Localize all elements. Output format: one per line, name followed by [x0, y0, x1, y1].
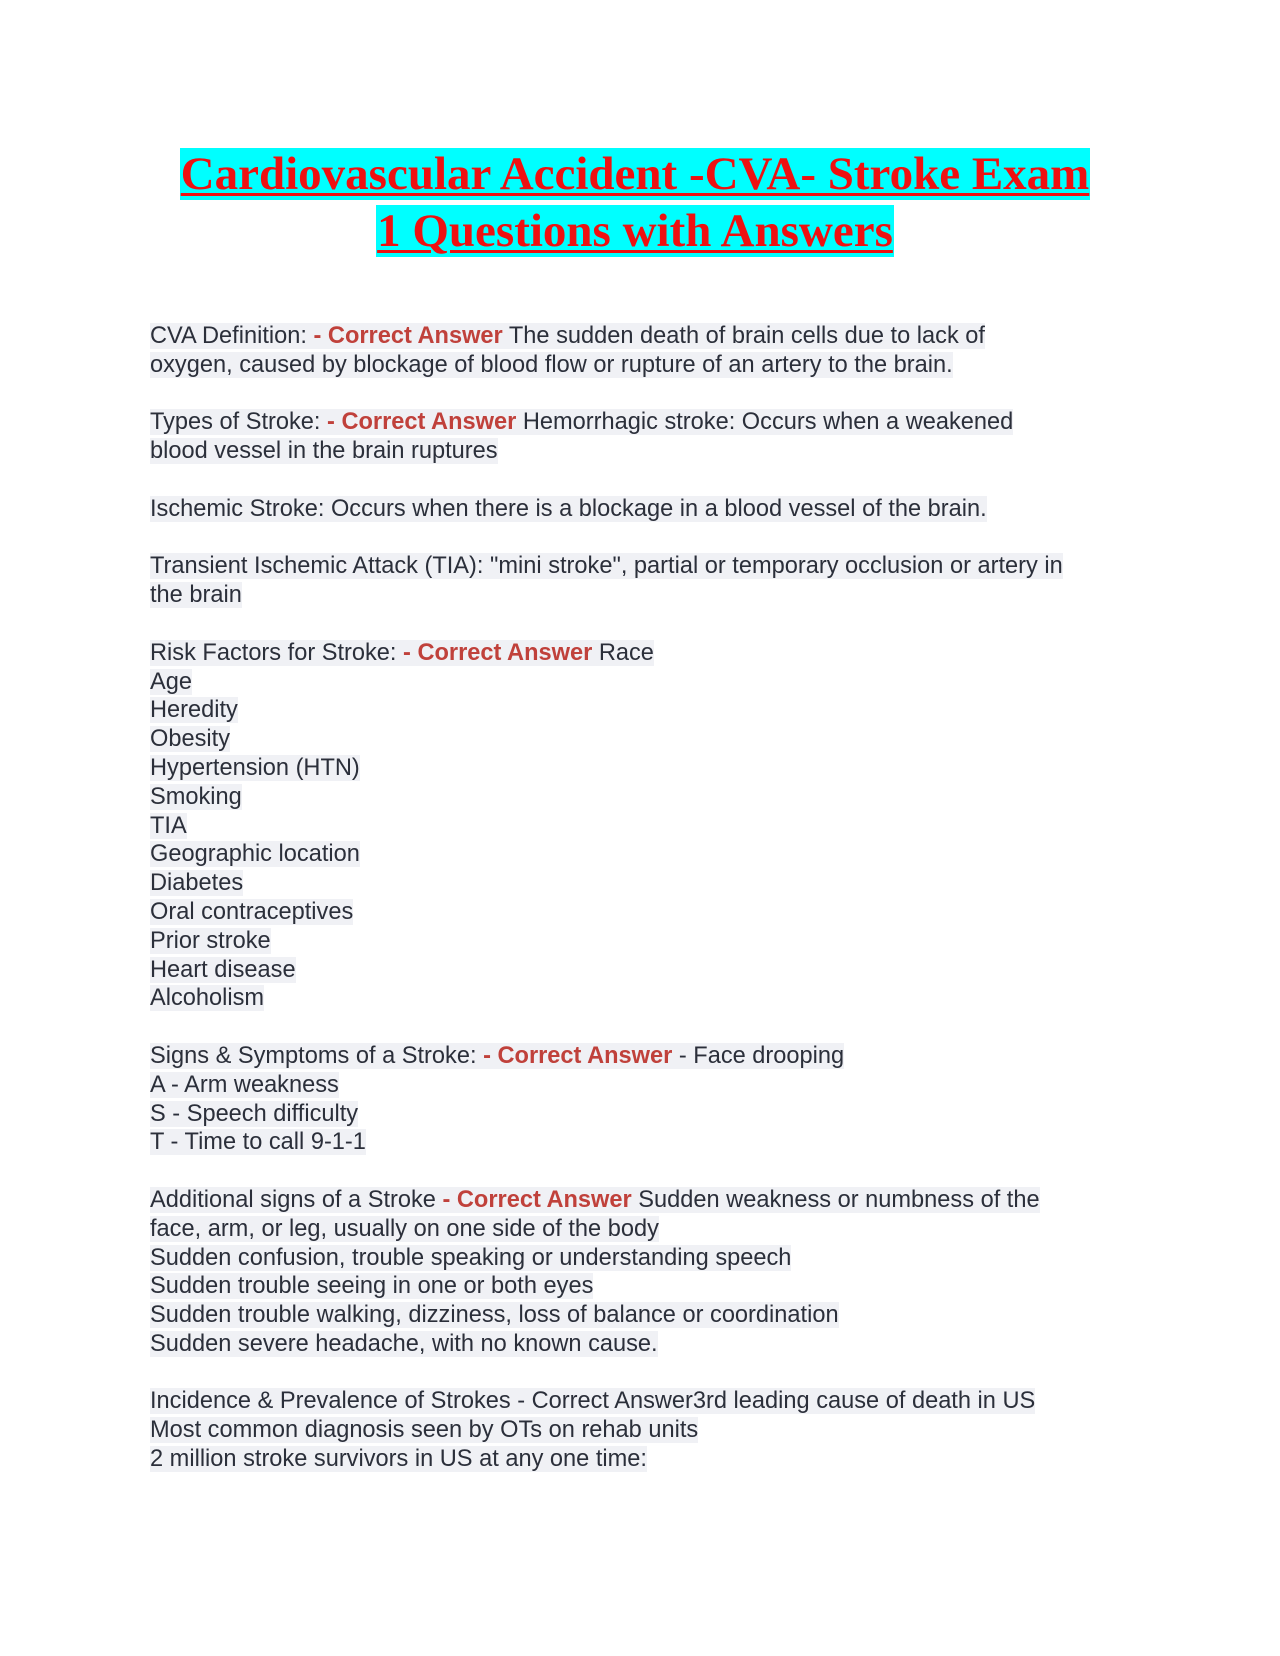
qa-incidence-prevalence: [150, 1387, 1130, 1473]
list-item: Sudden severe headache, with no known cause.: [150, 1330, 658, 1357]
correct-answer-label: - Correct Answer: [313, 323, 503, 349]
list-item: Prior stroke: [150, 927, 271, 954]
paragraph-text: Ischemic Stroke: Occurs when there is a blockage in a blood vessel of the brain.: [150, 495, 987, 522]
answer-text: Hemorrhagic stroke: Occurs when a weakened: [516, 409, 1014, 436]
title-line-1: Cardiovascular Accident -CVA- Stroke Exam: [180, 148, 1090, 200]
correct-answer-label: - Correct Answer: [483, 1042, 673, 1069]
answer-text: The sudden death of brain cells due to lack of: [502, 323, 985, 349]
paragraph-text: Incidence & Prevalence of Strokes - Correct Answer3rd leading cause of death in US: [150, 1388, 1036, 1415]
qa-cva-definition: [150, 322, 1130, 380]
list-item: - Face drooping: [672, 1042, 845, 1069]
list-item: Oral contraceptives: [150, 898, 354, 925]
question-text: Signs & Symptoms of a Stroke:: [150, 1042, 484, 1069]
question-text: Additional signs of a Stroke: [150, 1186, 443, 1213]
paragraph-text: the brain: [150, 582, 242, 609]
list-item: Heart disease: [150, 956, 296, 983]
list-item: Geographic location: [150, 841, 360, 868]
qa-signs-symptoms: [150, 1042, 1130, 1157]
list-item: Smoking: [150, 783, 242, 810]
correct-answer-label: - Correct Answer: [442, 1186, 632, 1213]
answer-text: face, arm, or leg, usually on one side of the body: [150, 1215, 659, 1242]
list-item: Sudden confusion, trouble speaking or understanding speech: [150, 1244, 792, 1271]
list-item: Age: [150, 668, 192, 695]
list-item: S - Speech difficulty: [150, 1100, 359, 1127]
qa-additional-signs: [150, 1186, 1130, 1359]
question-text: CVA Definition:: [150, 323, 314, 349]
list-item: T - Time to call 9-1-1: [150, 1129, 366, 1156]
list-item: Sudden trouble walking, dizziness, loss of balance or coordination: [150, 1302, 839, 1329]
paragraph-text: Transient Ischemic Attack (TIA): "mini stroke", partial or temporary occlusion or artery in: [150, 553, 1063, 580]
document-title: [140, 146, 1130, 260]
list-item: Hypertension (HTN): [150, 754, 360, 781]
list-item: TIA: [150, 812, 187, 839]
answer-text: Sudden weakness or numbness of the: [631, 1186, 1040, 1213]
list-item: Most common diagnosis seen by OTs on rehab units: [150, 1417, 699, 1444]
title-line-2: 1 Questions with Answers: [377, 205, 893, 257]
list-item: Alcoholism: [150, 985, 265, 1012]
list-item: 2 million stroke survivors in US at any one time:: [150, 1446, 647, 1473]
document-body: [150, 322, 1130, 1503]
question-text: Types of Stroke:: [150, 409, 328, 436]
list-item: Race: [592, 639, 654, 666]
list-item: Obesity: [150, 726, 230, 753]
list-item: Heredity: [150, 697, 238, 724]
qa-types-of-stroke: [150, 408, 1130, 466]
tia-paragraph: [150, 552, 1130, 610]
qa-risk-factors: [150, 639, 1130, 1013]
list-item: A - Arm weakness: [150, 1071, 339, 1098]
answer-text: blood vessel in the brain ruptures: [150, 438, 498, 465]
question-text: Risk Factors for Stroke:: [150, 639, 404, 666]
list-item: Diabetes: [150, 870, 244, 897]
correct-answer-label: - Correct Answer: [403, 639, 593, 666]
correct-answer-label: - Correct Answer: [327, 409, 517, 436]
list-item: Sudden trouble seeing in one or both eyes: [150, 1273, 594, 1300]
ischemic-stroke-paragraph: [150, 495, 1130, 524]
answer-text: oxygen, caused by blockage of blood flow or rupture of an artery to the brain.: [150, 351, 953, 378]
